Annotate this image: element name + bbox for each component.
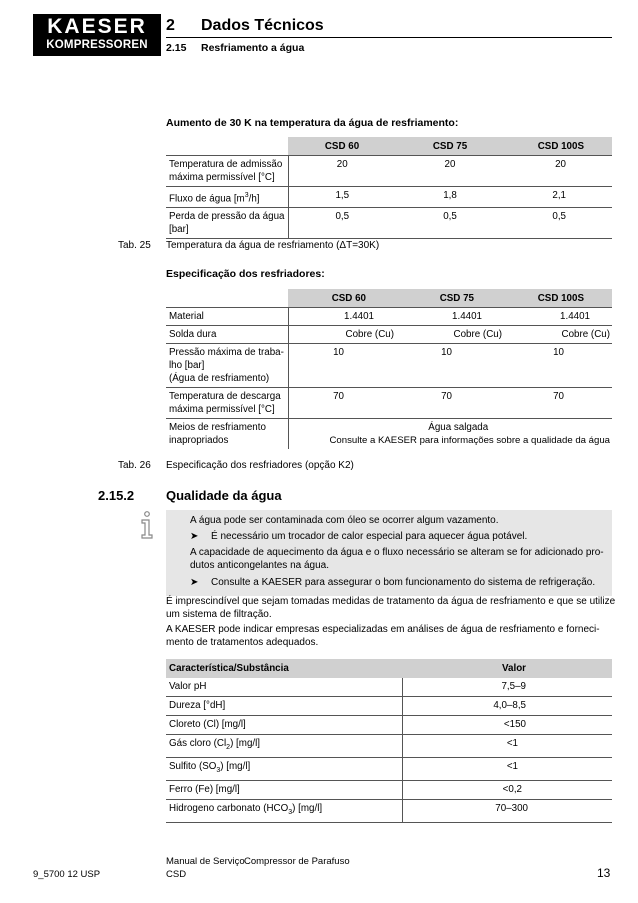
paragraph — [166, 623, 612, 649]
label-part: ) [mg/l] — [230, 738, 261, 749]
row-label-line: Meios de resfriamento — [169, 422, 266, 433]
cell-value: 70 — [504, 388, 612, 419]
table-row — [166, 208, 612, 239]
note-line: A capacidade de aquecimento da água e o fluxo necessário se alteram se for adicionado pro- — [190, 547, 604, 558]
footer-doc-id: 9_5700 12 USP — [33, 869, 101, 880]
footer-model: CSD — [166, 869, 187, 880]
cell-value: 0,5 — [396, 208, 504, 239]
cell-value: 1.4401 — [504, 308, 612, 326]
page-number: 13 — [597, 866, 611, 880]
table-row — [166, 678, 612, 697]
cell-value: 2,1 — [504, 187, 612, 208]
cell-value: 7,5–9 — [402, 678, 612, 697]
note-paragraph: A água pode ser contaminada com óleo se ocorrer algum vazamento. — [190, 515, 499, 526]
span-line: Consulte a KAESER para informações sobre a qualidade da água — [329, 435, 610, 446]
table-row — [166, 757, 612, 780]
cell-value: 10 — [396, 344, 504, 388]
table-row — [166, 716, 612, 735]
note-bullet: Consulte a KAESER para assegurar o bom funcionamento do sistema de refrigeração. — [211, 577, 596, 588]
subsection-title: Qualidade da água — [166, 488, 282, 503]
table-row — [166, 326, 612, 344]
label-part: Gás cloro (Cl — [169, 738, 227, 749]
row-label: Fluxo de água $[m^3/h]$ — [166, 187, 288, 208]
table-row — [166, 156, 612, 187]
cell-value: 1,8 — [396, 187, 504, 208]
section-title: Resfriamento a água — [201, 42, 305, 54]
row-label-line: Temperatura de descarga — [169, 391, 281, 402]
label-part: ) [mg/l] — [220, 760, 251, 772]
row-label-line: máxima permissível [°C] — [169, 172, 275, 183]
row-label — [166, 757, 402, 780]
table26-col-header: CSD 100S — [504, 289, 612, 308]
row-label — [166, 799, 402, 822]
row-label: Cloreto (Cl) [mg/l] — [166, 716, 402, 735]
row-label-line: Pressão máxima de traba- — [169, 347, 284, 358]
note-paragraph — [190, 546, 610, 572]
cell-value: 1.4401 — [396, 308, 504, 326]
label-part: Hidrogeno carbonato (HCO — [169, 802, 289, 814]
label-subscript: 2 — [226, 743, 231, 751]
row-label — [166, 419, 288, 450]
table26-caption: Especificação dos resfriadores (opção K2) — [166, 460, 354, 471]
row-label — [166, 208, 288, 239]
row-label-line: Perda de pressão da água — [169, 211, 285, 223]
cell-value: <1 — [402, 735, 612, 758]
table-row — [166, 308, 612, 326]
row-label-line: [bar] — [169, 224, 189, 236]
cell-value: 10 — [504, 344, 612, 388]
table26 — [166, 289, 612, 449]
row-label-line: inapropriados — [169, 435, 229, 446]
note-bullet: É necessário um trocador de calor especial para aquecer água potável. — [211, 531, 528, 542]
cell-value: 20 — [396, 156, 504, 187]
table25-caption-number: Tab. 25 — [118, 240, 151, 251]
table26-caption-number: Tab. 26 — [118, 460, 151, 471]
cell-value: Cobre (Cu) — [396, 326, 504, 344]
cell-value: 70–300 — [402, 799, 612, 822]
cell-value: 10 — [288, 344, 396, 388]
table-col-header: Característica/Substância — [166, 659, 402, 678]
table26-col-header: CSD 60 — [288, 289, 396, 308]
info-icon — [137, 510, 157, 540]
row-label: Valor pH — [166, 678, 402, 697]
table-row — [166, 419, 612, 450]
table25-col-header: CSD 75 — [396, 137, 504, 156]
table-row — [166, 344, 612, 388]
cell-value: <0,2 — [402, 780, 612, 799]
table25-intro: Aumento de 30 K na temperatura da água de resfriamento: — [166, 117, 459, 129]
table-row — [166, 187, 612, 208]
cell-value: 0,5 — [504, 208, 612, 239]
table25-col-header: CSD 100S — [504, 137, 612, 156]
row-label-line: (Água de resfriamento) — [169, 373, 270, 384]
cell-value: <150 — [402, 716, 612, 735]
subsection-number: 2.15.2 — [98, 488, 135, 503]
table-row — [166, 735, 612, 758]
section-number: 2.15 — [166, 42, 187, 54]
cell-value: Cobre (Cu) — [504, 326, 612, 344]
arrow-bullet-icon: ➤ — [190, 531, 199, 542]
cell-value: 0,5 — [288, 208, 396, 239]
cell-value: 20 — [504, 156, 612, 187]
row-label: Material — [166, 308, 288, 326]
footer-product: Compressor de Parafuso — [244, 856, 350, 867]
label-part: ) [mg/l] — [292, 802, 323, 814]
row-label-line: lho [bar] — [169, 360, 205, 371]
header-rule — [166, 37, 612, 38]
paragraph-line: É imprescindível que sejam tomadas medidas de tratamento da água de resfriamento e que se utilize — [166, 596, 616, 607]
arrow-bullet-icon: ➤ — [190, 577, 199, 588]
table-row — [166, 388, 612, 419]
kaeser-logo — [33, 14, 161, 56]
paragraph-line: A KAESER pode indicar empresas especializadas em análises de água de resfriamento e forneci- — [166, 624, 600, 635]
table25 — [166, 137, 612, 239]
logo-line2: KOMPRESSOREN — [46, 39, 148, 51]
label-subscript: 3 — [216, 766, 221, 774]
cell-value: 1.4401 — [288, 308, 396, 326]
cell-value: 70 — [396, 388, 504, 419]
label-part: Sulfito (SO — [169, 760, 217, 772]
row-label: Ferro (Fe) [mg/l] — [166, 780, 402, 799]
cell-value: 4,0–8,5 — [402, 697, 612, 716]
table-col-header: Valor — [402, 659, 612, 678]
table26-corner — [166, 289, 288, 308]
row-label-line: Temperatura de admissão — [169, 159, 283, 170]
table26-col-header: CSD 75 — [396, 289, 504, 308]
row-label — [166, 735, 402, 758]
label-subscript: 3 — [288, 808, 293, 816]
note-line: dutos anticongelantes na água. — [190, 560, 329, 571]
paragraph — [166, 595, 616, 621]
chapter-number: 2 — [166, 17, 175, 34]
cell-value: 20 — [288, 156, 396, 187]
row-label: Dureza [°dH] — [166, 697, 402, 716]
row-label — [166, 388, 288, 419]
table25-caption: Temperatura da água de resfriamento (ΔT=30K) — [166, 240, 380, 251]
paragraph-line: mento de tratamentos adequados. — [166, 637, 319, 648]
water-quality-table — [166, 659, 612, 823]
paragraph-line: um sistema de filtração. — [166, 609, 272, 620]
cell-value: 70 — [288, 388, 396, 419]
row-label — [166, 344, 288, 388]
table-row — [166, 799, 612, 822]
table-row — [166, 780, 612, 799]
table-row — [166, 697, 612, 716]
table25-corner — [166, 137, 288, 156]
chapter-title: Dados Técnicos — [201, 17, 324, 34]
table25-col-header: CSD 60 — [288, 137, 396, 156]
cell-value: <1 — [402, 757, 612, 780]
cell-value: Cobre (Cu) — [288, 326, 396, 344]
row-label-line: máxima permissível [°C] — [169, 404, 275, 415]
cell-value: 1,5 — [288, 187, 396, 208]
logo-line1: KAESER — [47, 15, 147, 38]
spanning-cell — [288, 419, 612, 450]
row-label: Solda dura — [166, 326, 288, 344]
row-label — [166, 156, 288, 187]
table26-intro: Especificação dos resfriadores: — [166, 268, 325, 280]
footer-manual: Manual de Serviço — [166, 856, 245, 867]
span-line: Água salgada — [428, 422, 489, 433]
